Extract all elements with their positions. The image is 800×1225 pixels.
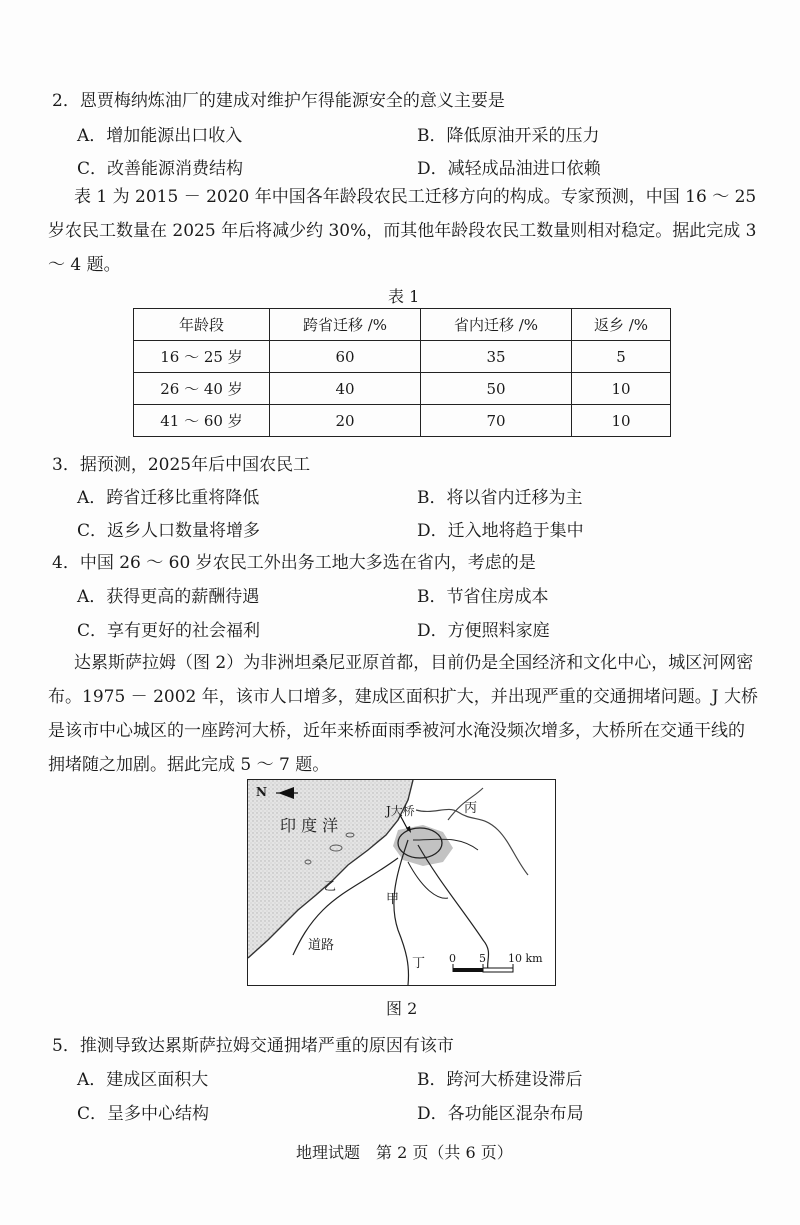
scale-label-0: 0	[449, 952, 456, 965]
q4-option-c: C．享有更好的社会福利	[77, 621, 261, 641]
table1-header: 跨省迁移 /%	[270, 309, 421, 341]
q2-option-b: B．降低原油开采的压力	[417, 126, 600, 146]
q5-option-c: C．呈多中心结构	[77, 1104, 210, 1124]
q3-option-d: D．迁入地将趋于集中	[417, 521, 584, 541]
table1-header-row	[134, 309, 671, 341]
table-cell: 10	[572, 405, 671, 437]
table-cell: 10	[572, 373, 671, 405]
scale-bar-black	[453, 968, 483, 972]
table1-caption: 表 1	[388, 287, 420, 306]
table-row	[134, 341, 671, 373]
table-row	[134, 373, 671, 405]
scale-label-5: 5	[479, 952, 486, 965]
q5-option-a: A．建成区面积大	[77, 1070, 209, 1090]
q4-option-a: A．获得更高的薪酬待遇	[77, 587, 260, 607]
q2-option-c: C．改善能源消费结构	[77, 159, 244, 179]
table1	[133, 308, 671, 437]
table-cell: 70	[421, 405, 572, 437]
table-cell: 35	[421, 341, 572, 373]
table1-header: 返乡 /%	[572, 309, 671, 341]
q4-option-b: B．节省住房成本	[417, 587, 549, 607]
figure2-caption: 图 2	[386, 999, 418, 1018]
intro-q3-4: 表 1 为 2015 － 2020 年中国各年龄段农民工迁移方向的构成。专家预测，中国 16 ～ 25 岁农民工数量在 2025 年后将减少约 30%，而其他年龄段农民工数量则相对稳定。据此完成 3 ～ 4 题。	[48, 187, 757, 275]
q2-option-a: A．增加能源出口收入	[77, 126, 243, 146]
table-cell: 40	[270, 373, 421, 405]
page-footer: 地理试题 第 2 页（共 6 页）	[296, 1143, 513, 1162]
q4-stem: 4．中国 26 ～ 60 岁农民工外出务工地大多选在省内，考虑的是	[52, 553, 536, 573]
q3-option-b: B．将以省内迁移为主	[417, 488, 583, 508]
table-cell: 26 ～ 40 岁	[134, 373, 270, 405]
label-bing: 丙	[464, 801, 478, 816]
table1-header: 省内迁移 /%	[421, 309, 572, 341]
north-label: N	[256, 785, 267, 799]
table-cell: 50	[421, 373, 572, 405]
road-label: 道路	[308, 938, 335, 953]
q4-option-d: D．方便照料家庭	[417, 621, 550, 641]
table-cell: 16 ～ 25 岁	[134, 341, 270, 373]
table1-header: 年龄段	[134, 309, 270, 341]
q5-option-b: B．跨河大桥建设滞后	[417, 1070, 583, 1090]
label-ding: 丁	[412, 956, 426, 971]
intro-q5-7: 达累斯萨拉姆（图 2）为非洲坦桑尼亚原首都，目前仍是全国经济和文化中心，城区河网密布。1975 － 2002 年，该市人口增多，建成区面积扩大，并出现严重的交通拥堵问题。J 大桥是该市中心城区的一座跨河大桥，近年来桥面雨季被河水淹没频次增多，大桥所在交通干线的拥堵随之加剧。据此完成 5 ～ 7 题。	[48, 653, 758, 775]
table-row	[134, 405, 671, 437]
scale-label-10: 10 km	[508, 952, 543, 965]
figure2-map	[247, 779, 556, 986]
q2-stem: 2．恩贾梅纳炼油厂的建成对维护乍得能源安全的意义主要是	[52, 91, 505, 111]
table-cell: 41 ～ 60 岁	[134, 405, 270, 437]
q3-option-c: C．返乡人口数量将增多	[77, 521, 261, 541]
table-cell: 60	[270, 341, 421, 373]
road-main	[394, 840, 409, 985]
q3-stem: 3．据预测，2025年后中国农民工	[52, 455, 311, 475]
scale-bar-white	[483, 968, 513, 972]
label-jia: 甲	[386, 892, 400, 907]
label-yi: 乙	[324, 879, 337, 893]
road-secondary	[408, 862, 448, 898]
q3-option-a: A．跨省迁移比重将降低	[77, 488, 260, 508]
q5-stem: 5．推测导致达累斯萨拉姆交通拥堵严重的原因有该市	[52, 1036, 454, 1056]
bridge-label: J大桥	[386, 804, 415, 818]
q2-option-d: D．减轻成品油进口依赖	[417, 159, 601, 179]
q5-option-d: D．各功能区混杂布局	[417, 1104, 584, 1124]
table-cell: 5	[572, 341, 671, 373]
table-cell: 20	[270, 405, 421, 437]
ocean-label: 印 度 洋	[280, 816, 339, 835]
